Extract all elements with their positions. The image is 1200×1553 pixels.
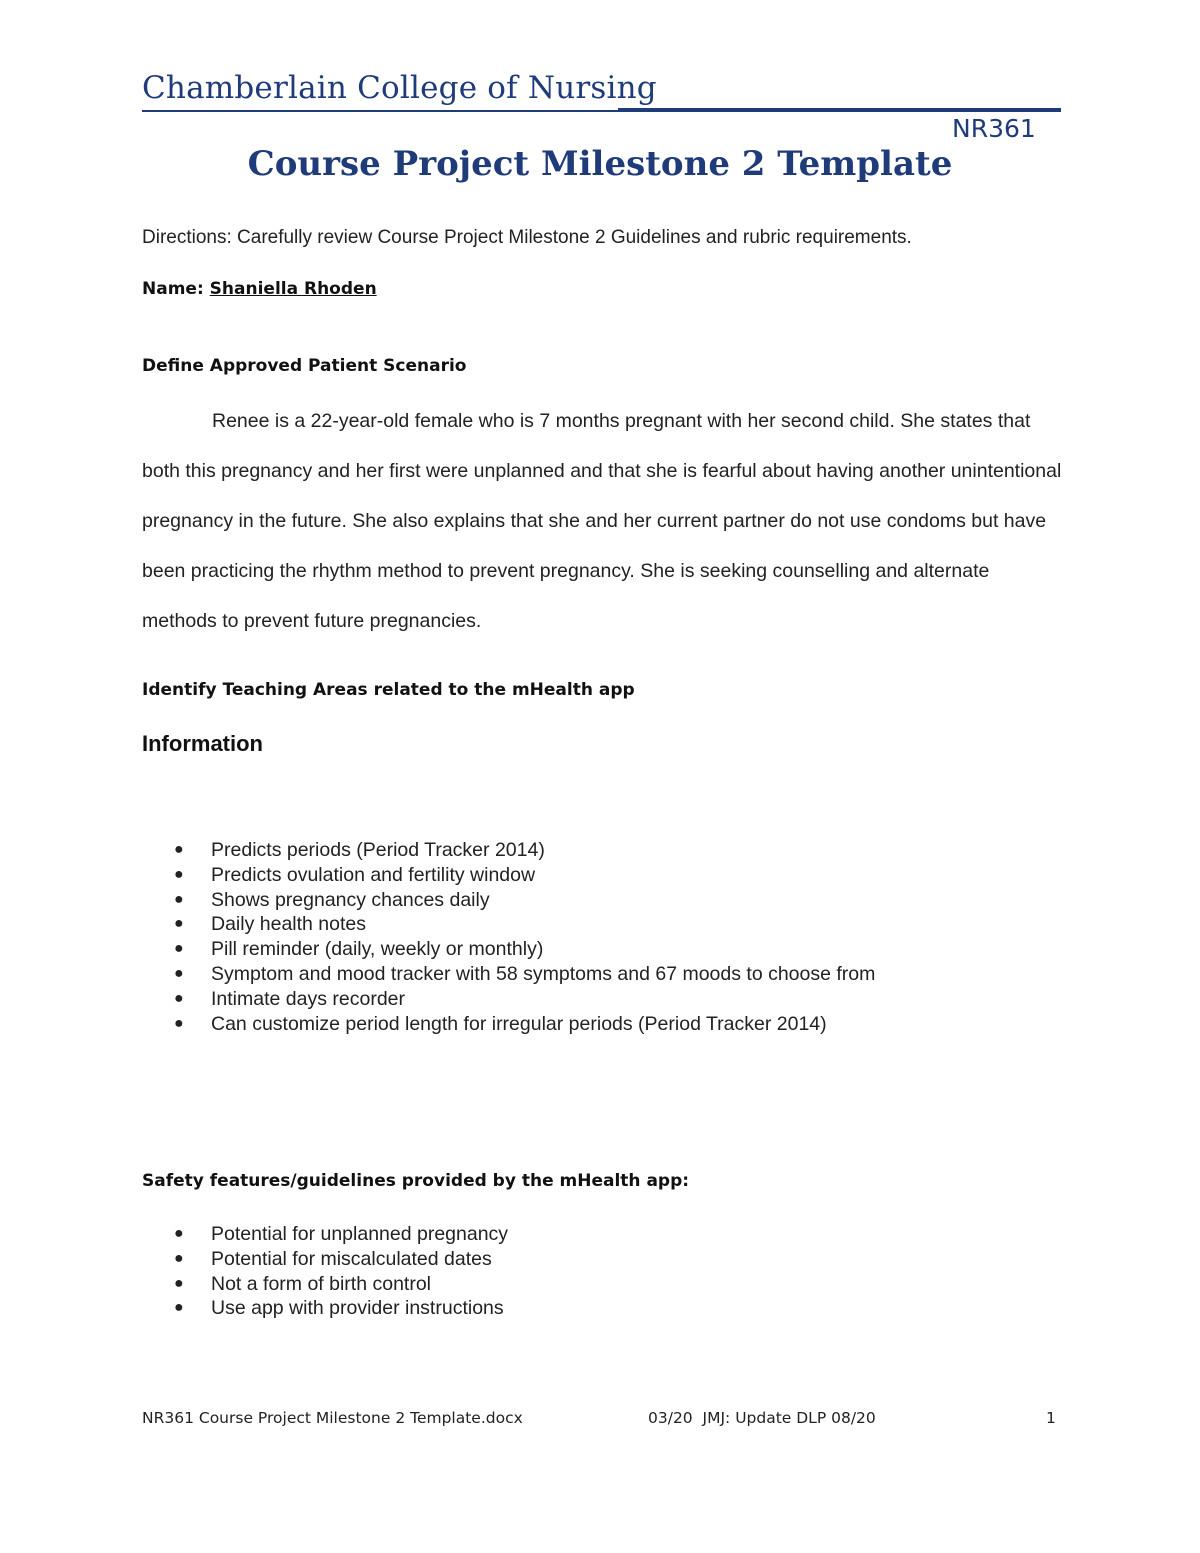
name-line [142, 279, 377, 299]
bullet-icon: ● [174, 964, 184, 982]
information-list [142, 838, 875, 1036]
header-rule-thick [618, 108, 1061, 112]
name-label: Name: [142, 279, 204, 299]
page-number: 1 [1046, 1409, 1056, 1427]
bullet-icon: ● [174, 989, 184, 1007]
bullet-icon: ● [174, 1274, 184, 1292]
bullet-icon: ● [174, 1299, 184, 1317]
list-item: ● Daily health notes [174, 913, 367, 936]
bullet-icon: ● [174, 1249, 184, 1267]
course-code: NR361 [952, 114, 1036, 143]
header-rule-thin [142, 110, 618, 112]
bullet-icon: ● [174, 1014, 184, 1032]
list-item: ● Potential for unplanned pregnancy [174, 1223, 509, 1245]
bullet-icon: ● [174, 890, 184, 908]
list-item: ● Use app with provider instructions [174, 1297, 504, 1320]
scenario-heading: Define Approved Patient Scenario [142, 356, 467, 376]
footer-filename: NR361 Course Project Milestone 2 Template.docx [142, 1409, 523, 1427]
directions-text: Directions: Carefully review Course Project Milestone 2 Guidelines and rubric requirements. [142, 227, 912, 248]
list-item: ● Not a form of birth control [174, 1272, 432, 1295]
bullet-icon: ● [174, 1225, 184, 1242]
document-title: Course Project Milestone 2 Template [247, 144, 953, 184]
scenario-paragraph [142, 396, 1062, 646]
list-item: ● Predicts periods (Period Tracker 2014) [174, 839, 545, 861]
list-item: ● Potential for miscalculated dates [174, 1247, 492, 1270]
list-item: ● Intimate days recorder [174, 987, 406, 1010]
list-item: ● Pill reminder (daily, weekly or monthly) [174, 938, 544, 961]
list-item: ● Shows pregnancy chances daily [174, 888, 490, 911]
bullet-icon: ● [174, 940, 184, 958]
bullet-icon: ● [174, 841, 184, 858]
safety-list [142, 1222, 508, 1321]
teaching-heading: Identify Teaching Areas related to the mHealth app [142, 680, 635, 700]
college-name: Chamberlain College of Nursing [142, 70, 657, 106]
scenario-text: Renee is a 22-year-old female who is 7 months pregnant with her second child. She states that both this pregnancy and her first were unplanned and that she is fearful about having another unintentional pregnancy in the future. She also explains that she and her current partner do not use condoms but have been practicing the rhythm method to prevent pregnancy. She is seeking counselling and alternate methods to prevent future pregnancies. [142, 410, 1062, 632]
list-item: ● Can customize period length for irregular periods (Period Tracker 2014) [174, 1012, 827, 1035]
bullet-icon: ● [174, 865, 184, 883]
list-item: ● Symptom and mood tracker with 58 symptoms and 67 moods to choose from [174, 962, 876, 985]
footer-revision: 03/20 JMJ: Update DLP 08/20 [648, 1409, 876, 1427]
information-heading: Information [142, 731, 263, 756]
safety-heading: Safety features/guidelines provided by the mHealth app: [142, 1171, 690, 1191]
bullet-icon: ● [174, 915, 184, 933]
list-item: ● Predicts ovulation and fertility window [174, 863, 536, 886]
student-name: Shaniella Rhoden [209, 279, 377, 299]
